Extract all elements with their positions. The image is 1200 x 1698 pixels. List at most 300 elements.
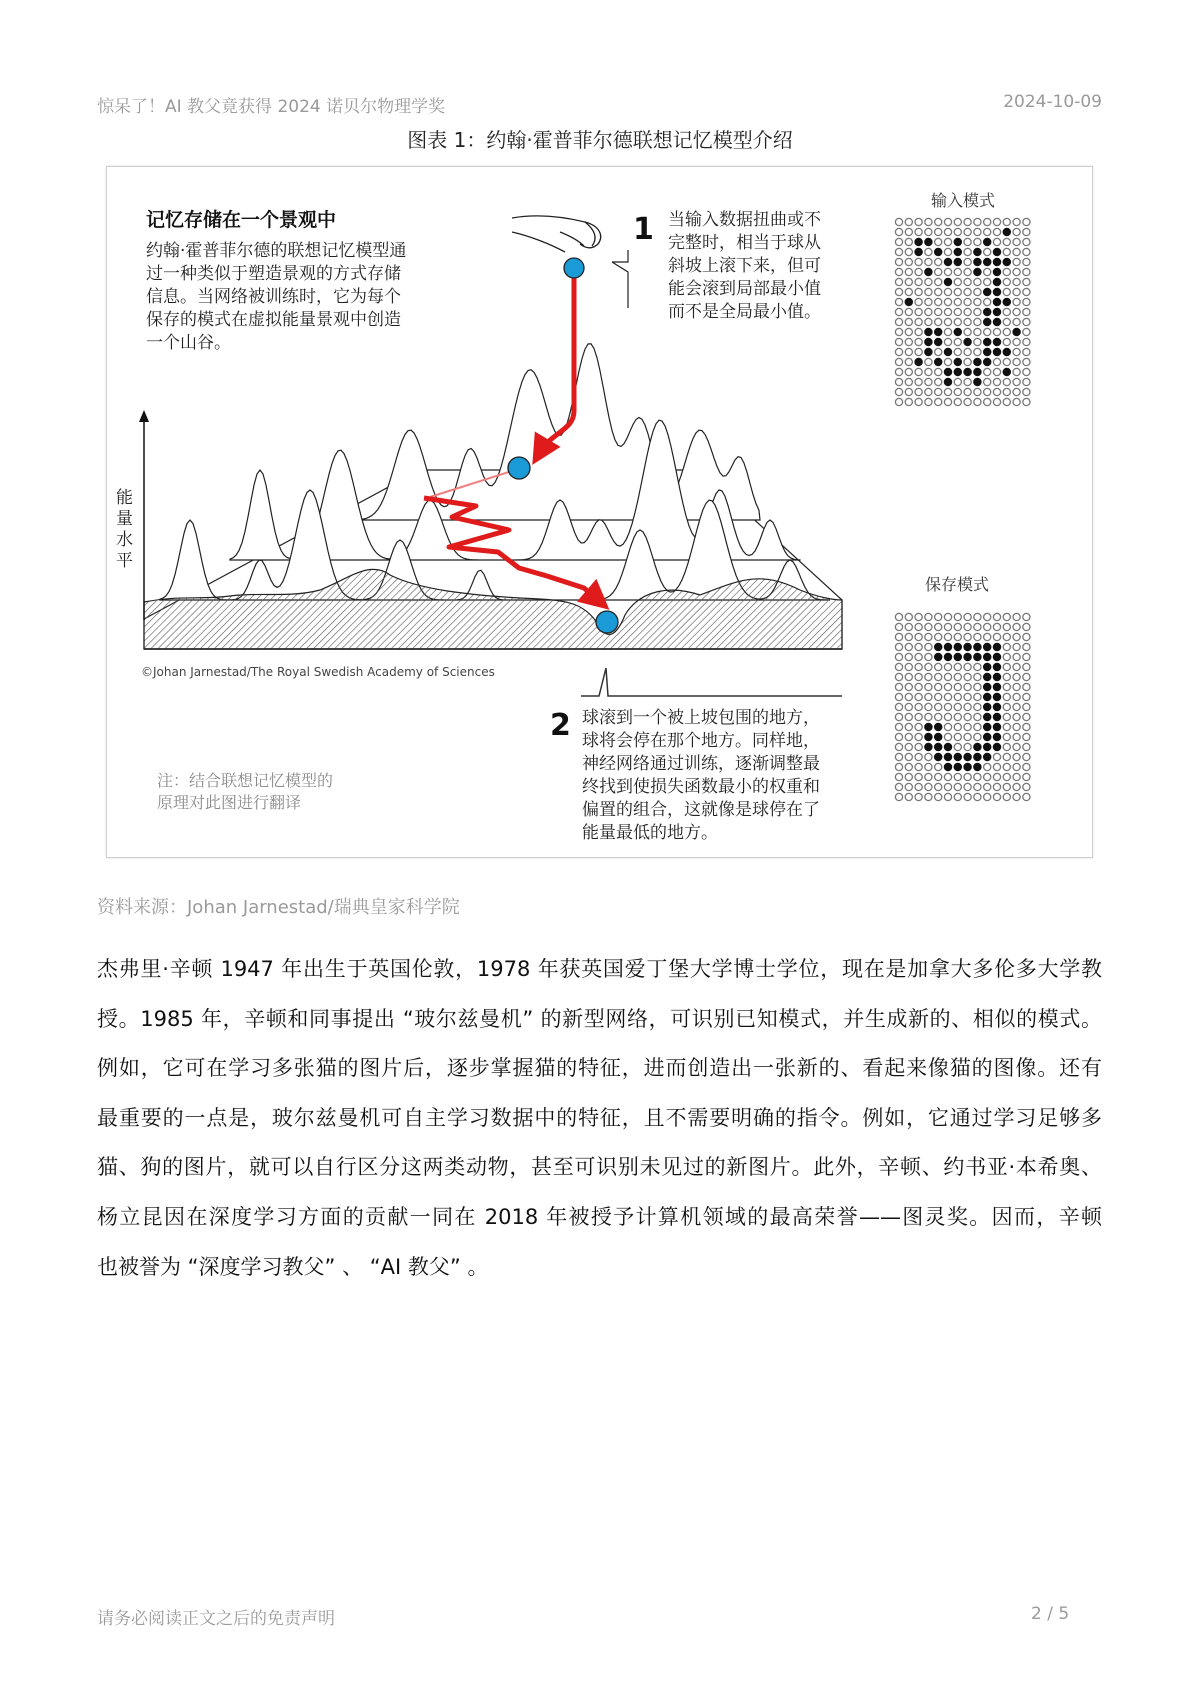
empty-dot: [964, 743, 971, 750]
empty-dot: [944, 773, 951, 780]
empty-dot: [1003, 318, 1010, 325]
empty-dot: [964, 258, 971, 265]
empty-dot: [925, 713, 932, 720]
empty-dot: [895, 643, 902, 650]
ball-local-minimum-icon: [508, 457, 530, 479]
filled-dot: [984, 258, 991, 265]
step1-line: 当输入数据扭曲或不: [668, 210, 821, 230]
empty-dot: [954, 398, 961, 405]
step2-line: 球滚到一个被上坡包围的地方，: [582, 708, 820, 728]
empty-dot: [935, 258, 942, 265]
empty-dot: [1013, 733, 1020, 740]
empty-dot: [935, 218, 942, 225]
empty-dot: [1023, 793, 1030, 800]
empty-dot: [895, 673, 902, 680]
empty-dot: [1023, 258, 1030, 265]
empty-dot: [1003, 663, 1010, 670]
empty-dot: [905, 238, 912, 245]
empty-dot: [984, 228, 991, 235]
empty-dot: [1003, 653, 1010, 660]
empty-dot: [905, 663, 912, 670]
empty-dot: [1013, 663, 1020, 670]
empty-dot: [905, 278, 912, 285]
figure-intro: [146, 240, 406, 355]
empty-dot: [964, 318, 971, 325]
empty-dot: [964, 348, 971, 355]
empty-dot: [984, 328, 991, 335]
body-paragraph: [97, 950, 1102, 1297]
empty-dot: [925, 753, 932, 760]
mountain-ridges: [144, 344, 842, 649]
empty-dot: [954, 683, 961, 690]
filled-dot: [935, 643, 942, 650]
empty-dot: [954, 663, 961, 670]
empty-dot: [954, 723, 961, 730]
empty-dot: [993, 398, 1000, 405]
empty-dot: [935, 278, 942, 285]
empty-dot: [954, 268, 961, 275]
empty-dot: [905, 703, 912, 710]
empty-dot: [974, 663, 981, 670]
energy-axis: [139, 410, 149, 620]
filled-dot: [915, 358, 922, 365]
empty-dot: [905, 633, 912, 640]
empty-dot: [964, 278, 971, 285]
empty-dot: [1023, 663, 1030, 670]
empty-dot: [915, 653, 922, 660]
filled-dot: [964, 653, 971, 660]
empty-dot: [925, 258, 932, 265]
empty-dot: [1013, 258, 1020, 265]
body-line: 猫、狗的图片，就可以自行区分这两类动物，甚至可识别未见过的新图片。此外，辛顿、约书亚·本希奥、: [97, 1155, 1102, 1180]
empty-dot: [954, 308, 961, 315]
filled-dot: [954, 238, 961, 245]
filled-dot: [993, 653, 1000, 660]
empty-dot: [1023, 338, 1030, 345]
empty-dot: [915, 733, 922, 740]
empty-dot: [944, 733, 951, 740]
empty-dot: [1013, 398, 1020, 405]
empty-dot: [905, 733, 912, 740]
empty-dot: [964, 358, 971, 365]
empty-dot: [954, 743, 961, 750]
empty-dot: [984, 388, 991, 395]
empty-dot: [964, 663, 971, 670]
empty-dot: [974, 338, 981, 345]
filled-dot: [964, 643, 971, 650]
empty-dot: [935, 268, 942, 275]
empty-dot: [905, 268, 912, 275]
empty-dot: [974, 623, 981, 630]
filled-dot: [984, 713, 991, 720]
filled-dot: [964, 338, 971, 345]
empty-dot: [1003, 643, 1010, 650]
empty-dot: [1023, 693, 1030, 700]
empty-dot: [1023, 703, 1030, 710]
empty-dot: [1003, 713, 1010, 720]
empty-dot: [954, 278, 961, 285]
empty-dot: [935, 693, 942, 700]
empty-dot: [944, 793, 951, 800]
empty-dot: [993, 228, 1000, 235]
empty-dot: [895, 753, 902, 760]
empty-dot: [905, 358, 912, 365]
empty-dot: [905, 258, 912, 265]
empty-dot: [905, 693, 912, 700]
empty-dot: [935, 308, 942, 315]
filled-dot: [925, 328, 932, 335]
empty-dot: [905, 288, 912, 295]
empty-dot: [905, 328, 912, 335]
empty-dot: [935, 318, 942, 325]
empty-dot: [1003, 783, 1010, 790]
empty-dot: [1013, 378, 1020, 385]
empty-dot: [895, 218, 902, 225]
empty-dot: [895, 258, 902, 265]
empty-dot: [1013, 773, 1020, 780]
empty-dot: [925, 633, 932, 640]
empty-dot: [974, 633, 981, 640]
empty-dot: [1023, 683, 1030, 690]
empty-dot: [915, 793, 922, 800]
empty-dot: [935, 623, 942, 630]
page-number: 2 / 5: [1031, 1604, 1070, 1624]
empty-dot: [895, 703, 902, 710]
empty-dot: [1013, 633, 1020, 640]
empty-dot: [1003, 673, 1010, 680]
empty-dot: [993, 613, 1000, 620]
filled-dot: [1003, 258, 1010, 265]
empty-dot: [1013, 288, 1020, 295]
filled-dot: [925, 348, 932, 355]
empty-dot: [895, 713, 902, 720]
input-pattern-grid: [895, 218, 1030, 405]
empty-dot: [944, 388, 951, 395]
empty-dot: [944, 298, 951, 305]
empty-dot: [954, 378, 961, 385]
empty-dot: [1023, 763, 1030, 770]
empty-dot: [935, 793, 942, 800]
empty-dot: [925, 643, 932, 650]
empty-dot: [1023, 733, 1030, 740]
filled-dot: [984, 663, 991, 670]
filled-dot: [935, 358, 942, 365]
empty-dot: [895, 633, 902, 640]
empty-dot: [954, 733, 961, 740]
empty-dot: [964, 248, 971, 255]
empty-dot: [915, 633, 922, 640]
input-pattern-label: 输入模式: [931, 191, 996, 210]
empty-dot: [974, 328, 981, 335]
filled-dot: [954, 358, 961, 365]
empty-dot: [915, 378, 922, 385]
empty-dot: [984, 783, 991, 790]
filled-dot: [984, 238, 991, 245]
filled-dot: [925, 338, 932, 345]
filled-dot: [984, 723, 991, 730]
empty-dot: [935, 613, 942, 620]
filled-dot: [993, 268, 1000, 275]
figure-caption: 图表 1：约翰·霍普菲尔德联想记忆模型介绍: [407, 128, 793, 152]
empty-dot: [1023, 248, 1030, 255]
empty-dot: [1013, 613, 1020, 620]
filled-dot: [915, 248, 922, 255]
empty-dot: [944, 723, 951, 730]
empty-dot: [993, 633, 1000, 640]
empty-dot: [1013, 348, 1020, 355]
empty-dot: [1023, 228, 1030, 235]
empty-dot: [915, 723, 922, 730]
empty-dot: [895, 773, 902, 780]
filled-dot: [993, 298, 1000, 305]
empty-dot: [944, 663, 951, 670]
empty-dot: [895, 278, 902, 285]
empty-dot: [993, 773, 1000, 780]
empty-dot: [1003, 358, 1010, 365]
empty-dot: [974, 703, 981, 710]
empty-dot: [1023, 388, 1030, 395]
empty-dot: [925, 308, 932, 315]
filled-dot: [984, 338, 991, 345]
empty-dot: [993, 753, 1000, 760]
empty-dot: [915, 278, 922, 285]
filled-dot: [974, 358, 981, 365]
empty-dot: [993, 783, 1000, 790]
empty-dot: [1003, 238, 1010, 245]
empty-dot: [905, 248, 912, 255]
empty-dot: [1003, 683, 1010, 690]
empty-dot: [905, 228, 912, 235]
empty-dot: [935, 663, 942, 670]
figure-title: 记忆存储在一个景观中: [146, 209, 337, 231]
empty-dot: [993, 368, 1000, 375]
filled-dot: [984, 288, 991, 295]
empty-dot: [984, 763, 991, 770]
empty-dot: [905, 723, 912, 730]
empty-dot: [935, 398, 942, 405]
filled-dot: [935, 723, 942, 730]
empty-dot: [964, 388, 971, 395]
empty-dot: [993, 388, 1000, 395]
empty-dot: [925, 613, 932, 620]
empty-dot: [895, 328, 902, 335]
empty-dot: [954, 613, 961, 620]
filled-dot: [935, 653, 942, 660]
empty-dot: [974, 683, 981, 690]
empty-dot: [1013, 623, 1020, 630]
empty-dot: [984, 398, 991, 405]
empty-dot: [954, 633, 961, 640]
y-axis-char: 量: [116, 509, 133, 529]
empty-dot: [895, 793, 902, 800]
filled-dot: [974, 763, 981, 770]
y-axis-char: 能: [116, 488, 133, 508]
empty-dot: [935, 683, 942, 690]
empty-dot: [915, 388, 922, 395]
empty-dot: [925, 248, 932, 255]
empty-dot: [915, 713, 922, 720]
empty-dot: [944, 693, 951, 700]
empty-dot: [915, 623, 922, 630]
empty-dot: [944, 338, 951, 345]
empty-dot: [905, 613, 912, 620]
filled-dot: [993, 723, 1000, 730]
empty-dot: [944, 398, 951, 405]
empty-dot: [1023, 358, 1030, 365]
empty-dot: [895, 693, 902, 700]
empty-dot: [964, 773, 971, 780]
filled-dot: [1003, 348, 1010, 355]
empty-dot: [935, 773, 942, 780]
empty-dot: [915, 368, 922, 375]
empty-dot: [915, 783, 922, 790]
empty-dot: [974, 388, 981, 395]
empty-dot: [935, 238, 942, 245]
filled-dot: [974, 368, 981, 375]
filled-dot: [1003, 368, 1010, 375]
filled-dot: [954, 753, 961, 760]
empty-dot: [935, 783, 942, 790]
filled-dot: [944, 278, 951, 285]
empty-dot: [905, 743, 912, 750]
empty-dot: [954, 703, 961, 710]
empty-dot: [964, 623, 971, 630]
empty-dot: [964, 733, 971, 740]
filled-dot: [954, 368, 961, 375]
empty-dot: [974, 673, 981, 680]
step2-spike-line: [581, 668, 842, 696]
filled-dot: [993, 693, 1000, 700]
empty-dot: [895, 733, 902, 740]
empty-dot: [964, 378, 971, 385]
filled-dot: [935, 248, 942, 255]
empty-dot: [1003, 268, 1010, 275]
filled-dot: [954, 248, 961, 255]
empty-dot: [925, 358, 932, 365]
empty-dot: [984, 623, 991, 630]
filled-dot: [984, 358, 991, 365]
empty-dot: [1003, 613, 1010, 620]
empty-dot: [895, 623, 902, 630]
filled-dot: [984, 683, 991, 690]
empty-dot: [905, 753, 912, 760]
empty-dot: [925, 278, 932, 285]
filled-dot: [993, 258, 1000, 265]
translation-note: [157, 770, 333, 814]
empty-dot: [925, 623, 932, 630]
empty-dot: [915, 258, 922, 265]
empty-dot: [935, 368, 942, 375]
empty-dot: [944, 623, 951, 630]
empty-dot: [974, 238, 981, 245]
filled-dot: [993, 308, 1000, 315]
empty-dot: [905, 398, 912, 405]
empty-dot: [974, 298, 981, 305]
step2-line: 能量最低的地方。: [582, 823, 718, 843]
filled-dot: [915, 238, 922, 245]
step2-line: 偏置的组合，这就像是球停在了: [582, 800, 820, 820]
empty-dot: [925, 398, 932, 405]
report-date: 2024-10-09: [1003, 92, 1102, 112]
empty-dot: [954, 693, 961, 700]
empty-dot: [915, 753, 922, 760]
empty-dot: [1003, 753, 1010, 760]
filled-dot: [974, 643, 981, 650]
filled-dot: [935, 733, 942, 740]
empty-dot: [1003, 703, 1010, 710]
empty-dot: [1023, 278, 1030, 285]
empty-dot: [905, 673, 912, 680]
note-line: 原理对此图进行翻译: [157, 793, 302, 812]
empty-dot: [915, 683, 922, 690]
empty-dot: [1013, 278, 1020, 285]
filled-dot: [974, 753, 981, 760]
empty-dot: [915, 218, 922, 225]
empty-dot: [944, 248, 951, 255]
filled-dot: [993, 733, 1000, 740]
filled-dot: [944, 368, 951, 375]
filled-dot: [993, 278, 1000, 285]
empty-dot: [915, 773, 922, 780]
empty-dot: [944, 358, 951, 365]
empty-dot: [954, 288, 961, 295]
empty-dot: [905, 368, 912, 375]
empty-dot: [915, 328, 922, 335]
empty-dot: [1013, 783, 1020, 790]
empty-dot: [974, 398, 981, 405]
empty-dot: [895, 398, 902, 405]
empty-dot: [895, 288, 902, 295]
empty-dot: [1013, 318, 1020, 325]
step1-line: 能会滚到局部最小值: [668, 279, 821, 299]
empty-dot: [1013, 753, 1020, 760]
empty-dot: [944, 783, 951, 790]
empty-dot: [915, 763, 922, 770]
empty-dot: [895, 238, 902, 245]
empty-dot: [915, 308, 922, 315]
empty-dot: [944, 713, 951, 720]
empty-dot: [935, 348, 942, 355]
filled-dot: [1003, 228, 1010, 235]
step2-line: 球将会停在那个地方。同样地，: [582, 731, 820, 751]
filled-dot: [974, 743, 981, 750]
empty-dot: [964, 693, 971, 700]
empty-dot: [915, 693, 922, 700]
empty-dot: [925, 298, 932, 305]
filled-dot: [993, 643, 1000, 650]
empty-dot: [905, 783, 912, 790]
empty-dot: [905, 793, 912, 800]
empty-dot: [895, 663, 902, 670]
empty-dot: [964, 723, 971, 730]
empty-dot: [964, 673, 971, 680]
filled-dot: [974, 653, 981, 660]
y-axis-label: [116, 488, 136, 572]
empty-dot: [993, 763, 1000, 770]
empty-dot: [905, 218, 912, 225]
empty-dot: [984, 378, 991, 385]
step2-line: 终找到使损失函数最小的权重和: [582, 777, 820, 797]
empty-dot: [1023, 743, 1030, 750]
empty-dot: [1013, 238, 1020, 245]
filled-dot: [993, 713, 1000, 720]
empty-dot: [1023, 378, 1030, 385]
filled-dot: [944, 763, 951, 770]
saved-pattern-grid: [895, 613, 1030, 800]
empty-dot: [974, 793, 981, 800]
step2-text: [582, 707, 820, 845]
empty-dot: [925, 673, 932, 680]
